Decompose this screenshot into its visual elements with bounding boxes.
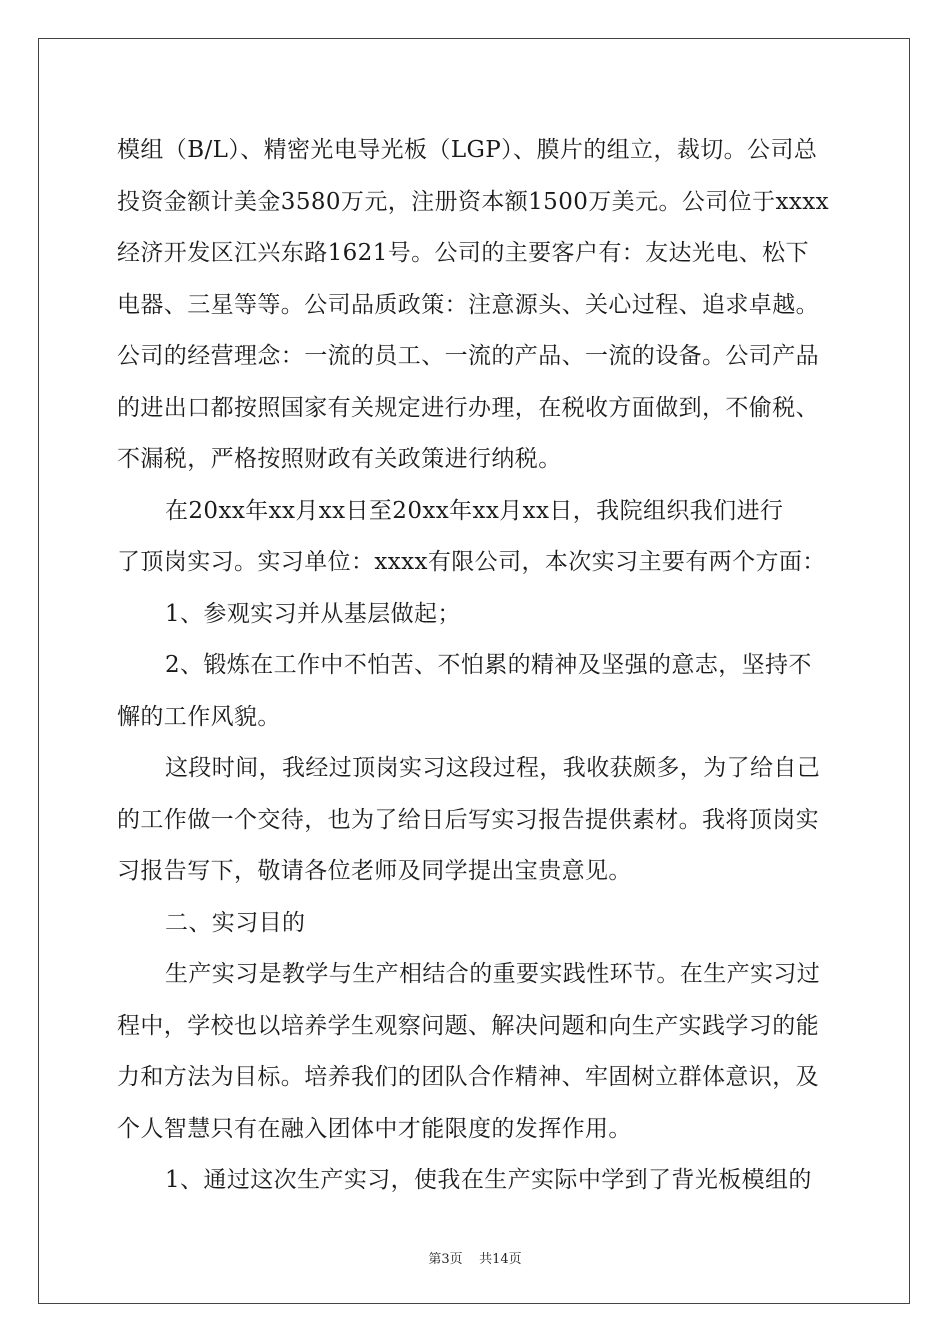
text-line: 2、锻炼在工作中不怕苦、不怕累的精神及坚强的意志，坚持不 bbox=[165, 652, 812, 678]
text-line: 投资金额计美金3580万元，注册资本额1500万美元。公司位于xxxx bbox=[117, 188, 829, 215]
text-line: 生产实习是教学与生产相结合的重要实践性环节。在生产实习过 bbox=[165, 961, 821, 987]
text-line: 经济开发区江兴东路1621号。公司的主要客户有：友达光电、松下 bbox=[117, 240, 809, 266]
text-line: 习报告写下，敬请各位老师及同学提出宝贵意见。 bbox=[117, 858, 632, 884]
text-line: 的工作做一个交待，也为了给日后写实习报告提供素材。我将顶岗实 bbox=[117, 806, 819, 833]
text-line: 1、参观实习并从基层做起； bbox=[165, 600, 461, 627]
text-line: 这段时间，我经过顶岗实习这段过程，我收获颇多，为了给自己 bbox=[165, 755, 821, 781]
document-body bbox=[117, 131, 837, 1213]
text-line: 公司的经营理念：一流的员工、一流的产品、一流的设备。公司产品 bbox=[117, 343, 819, 369]
text-line: 二、实习目的 bbox=[165, 909, 306, 936]
text-line: 电器、三星等等。公司品质政策：注意源头、关心过程、追求卓越。 bbox=[117, 291, 819, 318]
page-footer bbox=[0, 1248, 950, 1267]
text-line: 模组（B/L）、精密光电导光板（LGP）、膜片的组立，裁切。公司总 bbox=[117, 137, 818, 163]
text-line: 在20xx年xx月xx日至20xx年xx月xx日，我院组织我们进行 bbox=[165, 497, 784, 524]
text-line: 懈的工作风貌。 bbox=[117, 703, 281, 730]
text-line: 的进出口都按照国家有关规定进行办理，在税收方面做到，不偷税、 bbox=[117, 394, 819, 421]
page-number: 第3页 bbox=[428, 1252, 463, 1267]
text-line: 程中，学校也以培养学生观察问题、解决问题和向生产实践学习的能 bbox=[117, 1012, 819, 1039]
page-total: 共14页 bbox=[479, 1252, 522, 1267]
text-line: 个人智慧只有在融入团体中才能限度的发挥作用。 bbox=[117, 1115, 632, 1142]
text-line: 1、通过这次生产实习，使我在生产实际中学到了背光板模组的 bbox=[165, 1167, 812, 1193]
text-line: 了顶岗实习。实习单位：xxxx有限公司，本次实习主要有两个方面： bbox=[117, 549, 826, 575]
text-line: 力和方法为目标。培养我们的团队合作精神、牢固树立群体意识，及 bbox=[117, 1064, 819, 1090]
text-line: 不漏税，严格按照财政有关政策进行纳税。 bbox=[117, 446, 562, 472]
